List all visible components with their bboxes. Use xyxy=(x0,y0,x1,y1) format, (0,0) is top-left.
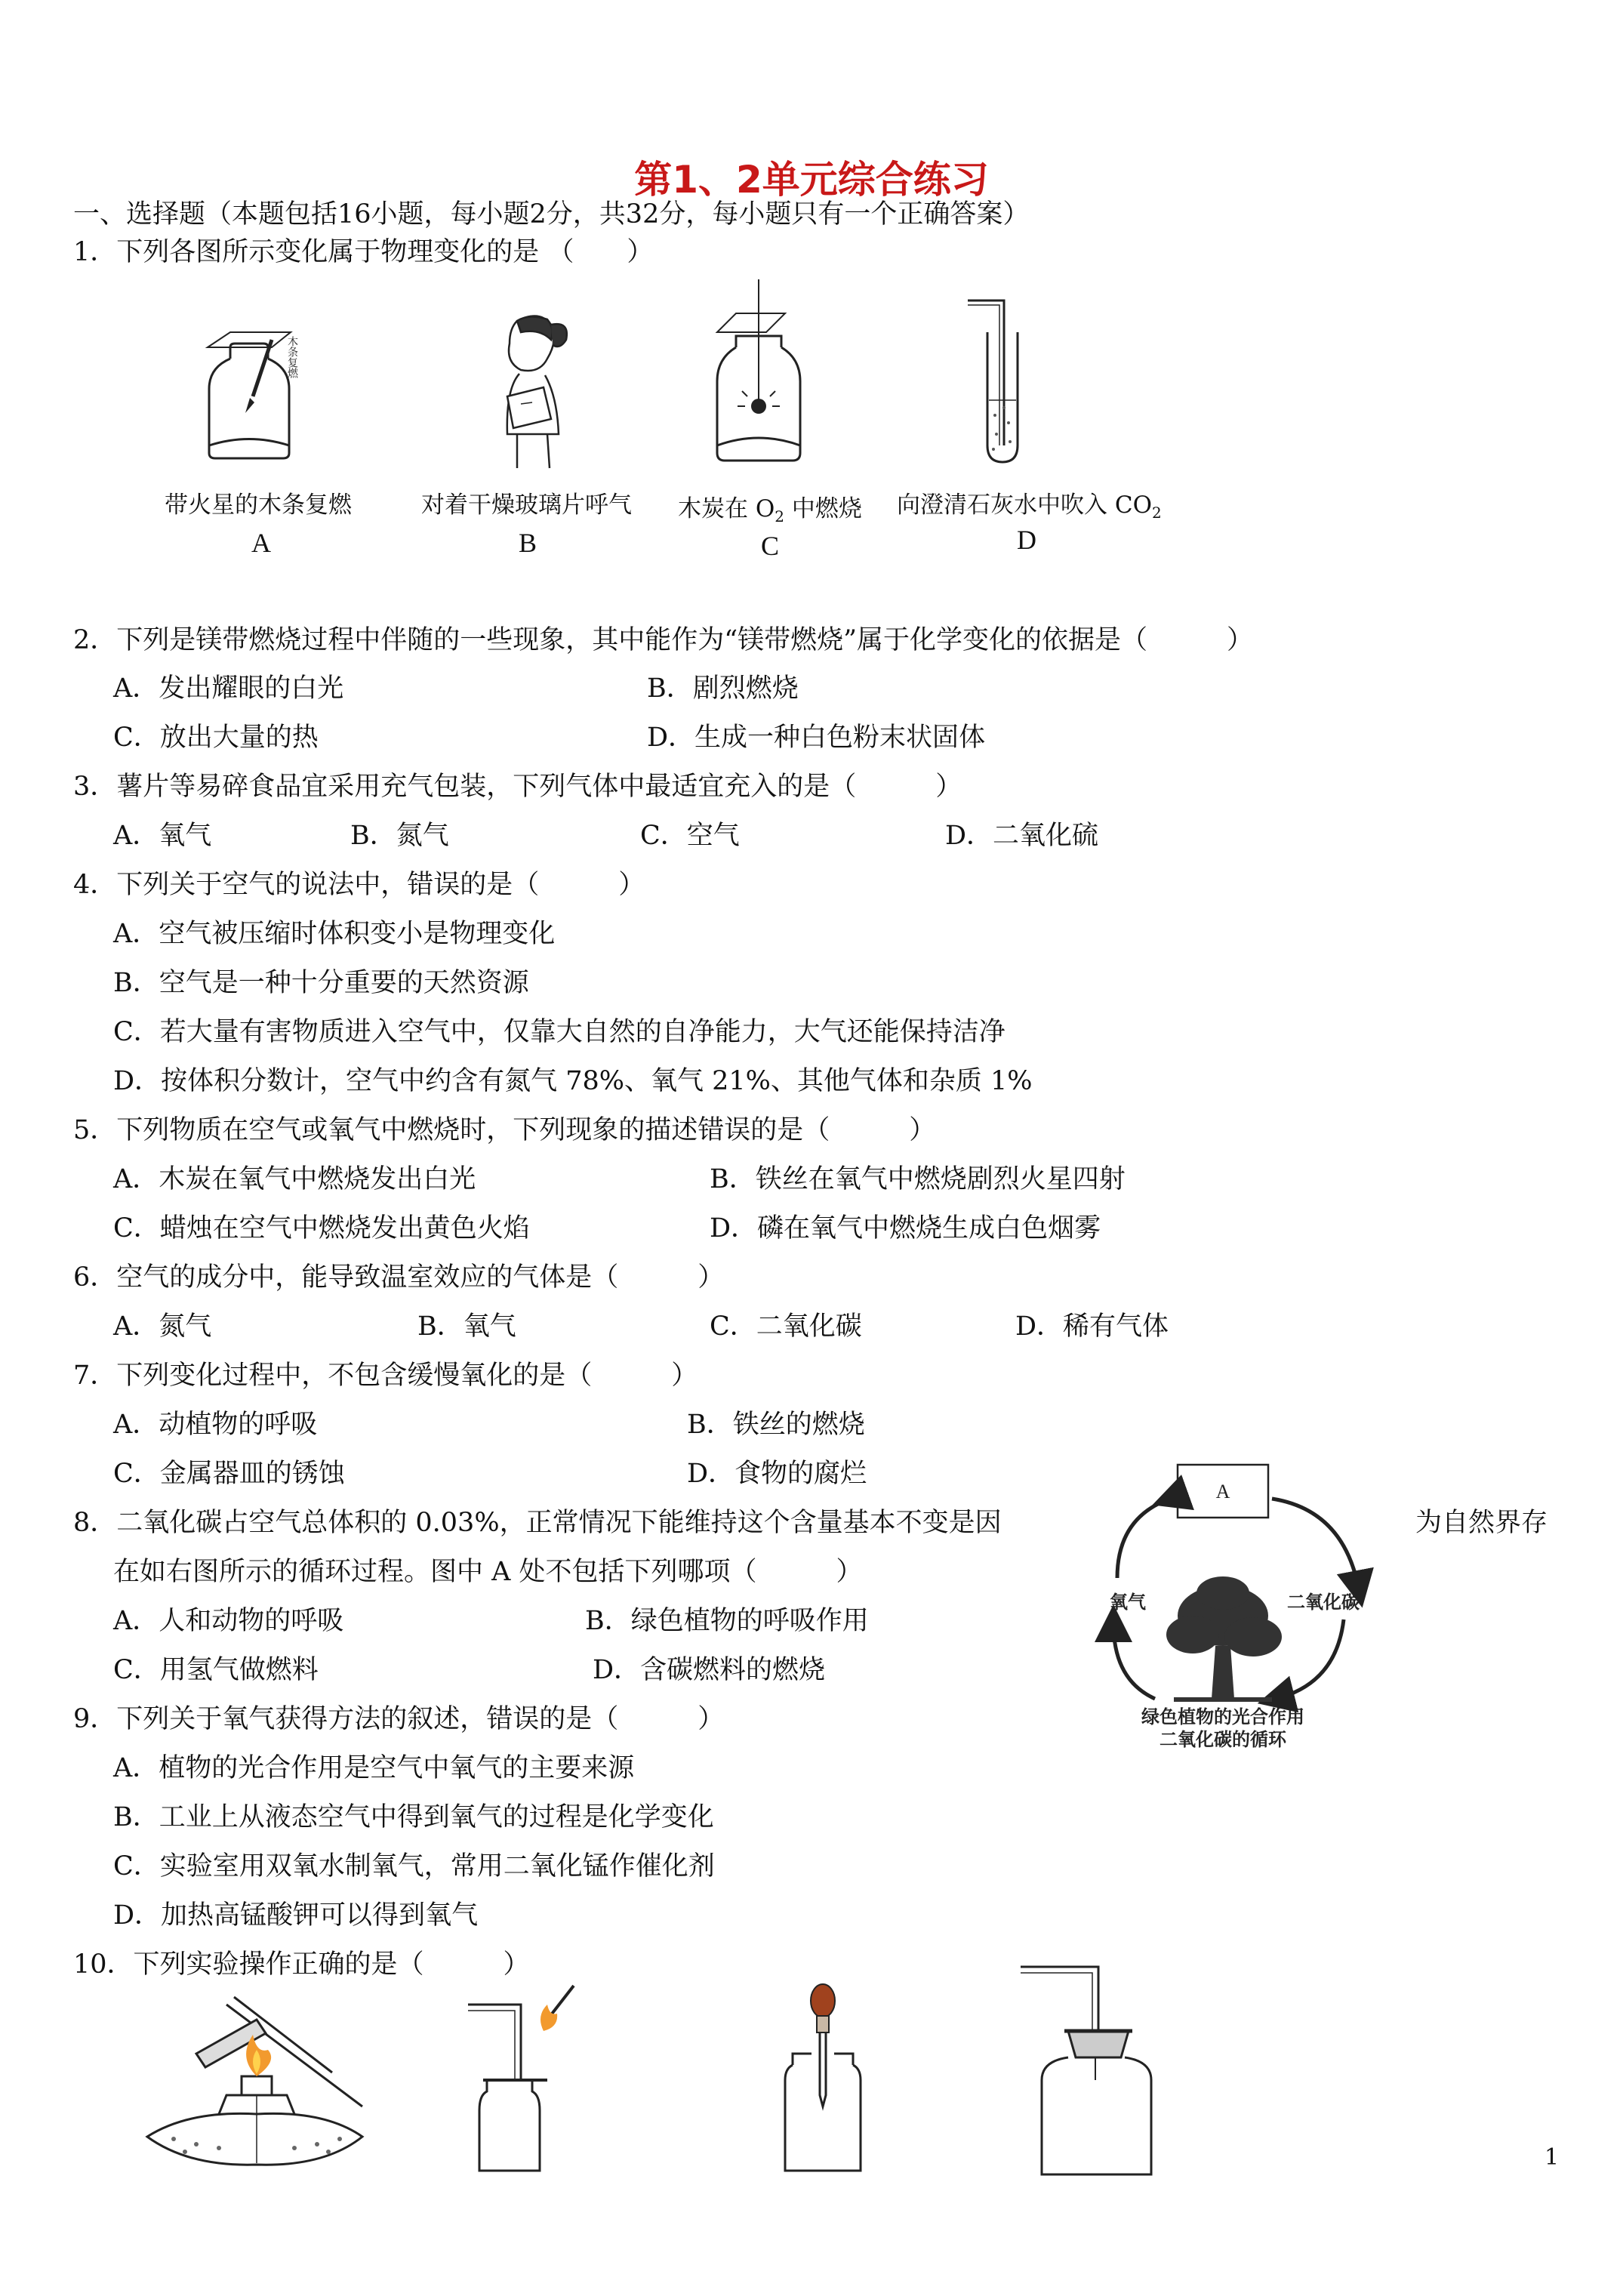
limewater-test-tube-figure xyxy=(966,294,1042,468)
tree-icon xyxy=(1166,1576,1282,1702)
q8-option-a: A．人和动物的呼吸 xyxy=(113,1606,344,1636)
q3-option-d: D．二氧化硫 xyxy=(945,821,1099,851)
q7-option-c: C．金属器皿的锈蚀 xyxy=(113,1459,345,1489)
q4-stem: 4．下列关于空气的说法中，错误的是（ ） xyxy=(73,870,645,900)
q6-option-c: C．二氧化碳 xyxy=(710,1311,862,1342)
q2-option-c: C．放出大量的热 xyxy=(113,723,319,753)
q6-option-b: B．氧气 xyxy=(417,1311,516,1342)
q3-option-c: C．空气 xyxy=(640,821,740,851)
q7-option-b: B．铁丝的燃烧 xyxy=(687,1410,865,1440)
q4-option-b: B．空气是一种十分重要的天然资源 xyxy=(113,968,529,998)
q1-letter-a: A xyxy=(251,528,271,558)
q9-stem: 9．下列关于氧气获得方法的叙述，错误的是（ ） xyxy=(73,1704,725,1734)
q8-stem-line2: 在如右图所示的循环过程。图中 A 处不包括下列哪项（ ） xyxy=(113,1557,863,1587)
girl-breathing-figure xyxy=(476,306,581,472)
q1-letter-d: D xyxy=(1017,525,1036,555)
q5-option-d: D．磷在氧气中燃烧生成白色烟雾 xyxy=(710,1213,1101,1244)
q1-caption-b: 对着干燥玻璃片呼气 xyxy=(421,492,632,519)
q5-option-c: C．蜡烛在空气中燃烧发出黄色火焰 xyxy=(113,1213,530,1244)
q3-stem: 3．薯片等易碎食品宜采用充气包装，下列气体中最适宜充入的是（ ） xyxy=(73,772,962,802)
dropper-bottle-figure xyxy=(778,1982,868,2178)
q1-caption-d: 向澄清石灰水中吹入 $CO_2$ xyxy=(897,492,1162,522)
q3-option-b: B．氮气 xyxy=(350,821,449,851)
q8-stem-line1-end: 为自然界存 xyxy=(1415,1508,1548,1538)
q1-letter-b: B xyxy=(519,528,537,558)
charcoal-in-oxygen-figure xyxy=(713,279,804,468)
splint-label: 木条复燃 xyxy=(286,336,298,378)
bottle-ignition-figure xyxy=(453,1982,589,2178)
q7-option-d: D．食物的腐烂 xyxy=(687,1459,867,1489)
alcohol-lamp-heating-figure xyxy=(143,1989,370,2171)
cycle-oxygen-label: 氧气 xyxy=(1110,1591,1146,1613)
q7-stem: 7．下列变化过程中，不包含缓慢氧化的是（ ） xyxy=(73,1361,698,1391)
q4-option-c: C．若大量有害物质进入空气中，仅靠大自然的自净能力，大气还能保持洁净 xyxy=(113,1017,1006,1047)
q2-option-b: B．剧烈燃烧 xyxy=(647,673,799,704)
cycle-box-label: A xyxy=(1215,1481,1230,1502)
page-title: 第1、2单元综合练习 xyxy=(634,158,989,202)
q9-option-c: C．实验室用双氧水制氧气，常用二氧化锰作催化剂 xyxy=(113,1851,715,1881)
q2-option-a: A．发出耀眼的白光 xyxy=(113,673,344,704)
q9-option-b: B．工业上从液态空气中得到氧气的过程是化学变化 xyxy=(113,1802,714,1832)
q2-stem: 2．下列是镁带燃烧过程中伴随的一些现象，其中能作为“镁带燃烧”属于化学变化的依据是（ ） xyxy=(73,625,1254,655)
q5-option-b: B．铁丝在氧气中燃烧剧烈火星四射 xyxy=(710,1164,1126,1194)
q4-option-a: A．空气被压缩时体积变小是物理变化 xyxy=(113,919,556,949)
q8-stem-line1: 8．二氧化碳占空气总体积的 0.03%，正常情况下能维持这个含量基本不变是因 xyxy=(73,1508,1002,1538)
q6-option-a: A．氮气 xyxy=(113,1311,212,1342)
page-number: 1 xyxy=(1544,2144,1560,2171)
q1-caption-a: 带火星的木条复燃 xyxy=(165,492,352,519)
q8-option-c: C．用氢气做燃料 xyxy=(113,1655,319,1685)
q1-stem: 1．下列各图所示变化属于物理变化的是 （ ） xyxy=(73,237,654,267)
q5-option-a: A．木炭在氧气中燃烧发出白光 xyxy=(113,1164,476,1194)
q9-option-d: D．加热高锰酸钾可以得到氧气 xyxy=(113,1900,479,1931)
q8-option-b: B．绿色植物的呼吸作用 xyxy=(585,1606,869,1636)
q5-stem: 5．下列物质在空气或氧气中燃烧时，下列现象的描述错误的是（ ） xyxy=(73,1115,936,1145)
q1-letter-c: C xyxy=(761,531,780,561)
stoppered-bottle-figure xyxy=(1019,1959,1155,2178)
q3-option-a: A．氧气 xyxy=(113,821,212,851)
q6-stem: 6．空气的成分中，能导致温室效应的气体是（ ） xyxy=(73,1262,725,1293)
carbon-cycle-diagram xyxy=(1095,1457,1412,1752)
q6-option-d: D．稀有气体 xyxy=(1015,1311,1169,1342)
q4-option-d: D．按体积分数计，空气中约含有氮气 78%、氧气 21%、其他气体和杂质 1% xyxy=(113,1066,1033,1096)
q9-option-a: A．植物的光合作用是空气中氧气的主要来源 xyxy=(113,1753,635,1783)
section-heading: 一、选择题（本题包括16小题，每小题2分，共32分，每小题只有一个正确答案） xyxy=(73,199,1030,230)
q8-option-d: D．含碳燃料的燃烧 xyxy=(593,1655,826,1685)
q2-option-d: D．生成一种白色粉末状固体 xyxy=(647,723,986,753)
q1-caption-c: 木炭在 $O_2$ 中燃烧 xyxy=(678,495,862,526)
cycle-co2-label: 二氧化碳 xyxy=(1287,1591,1360,1613)
q10-stem: 10．下列实验操作正确的是（ ） xyxy=(73,1949,530,1980)
cycle-caption-1: 绿色植物的光合作用 xyxy=(1141,1706,1304,1727)
glowing-splint-bottle-figure xyxy=(200,313,321,464)
cycle-caption-2: 二氧化碳的循环 xyxy=(1160,1728,1286,1750)
q7-option-a: A．动植物的呼吸 xyxy=(113,1410,318,1440)
